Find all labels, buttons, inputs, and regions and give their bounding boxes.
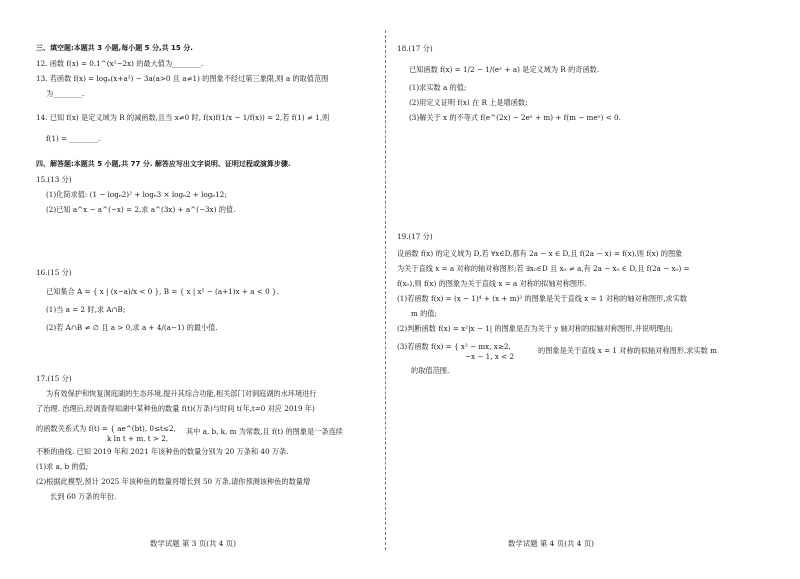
question-19-part3a: (3)若函数 f(x) = { x² − mx, x≥2, [397, 342, 511, 351]
question-19-part3c: −x − 1, x < 2 [465, 352, 515, 361]
question-19-title: 19.(17 分) [397, 232, 433, 241]
question-19-part1b: m 的值; [411, 309, 437, 318]
question-19-part3b: 的图象是关于直线 x = 1 对称的拟轴对称图形,求实数 m [538, 346, 717, 355]
page-footer-right: 数学试题 第 4 页(共 4 页) [508, 539, 595, 548]
question-16-title: 16.(15 分) [36, 268, 72, 277]
question-17-part2b: 长到 60 万条的年份. [50, 492, 117, 501]
question-19-line2: 为关于直线 x = a 对称的轴对称图形;若 ∃x₀∈D 且 x₀ ≠ a,有 2a − x₀ ∈ D,且 f(2a − x₀) = [397, 264, 690, 273]
question-16-part2: (2)若 A∩B ≠ ∅ 且 a > 0,求 a + 4/(a−1) 的最小值. [46, 323, 218, 332]
question-17-line5: 不断的曲线. 已知 2019 年和 2021 年该种鱼的数量分别为 20 万条和 40 万条. [36, 447, 289, 456]
question-19-part1a: (1)若函数 f(x) = (x − 1)⁴ + (x + m)² 的图象是关于直线 x = 1 对称的轴对称图形,求实数 [397, 294, 688, 303]
section3-heading: 三、填空题:本题共 3 小题,每小题 5 分,共 15 分. [36, 44, 193, 52]
question-16-part1: (1)当 a = 2 时,求 A∩B; [46, 305, 126, 314]
question-18-title: 18.(17 分) [397, 44, 433, 53]
question-17-line3b: 其中 a, b, k, m 为常数,且 f(t) 的图象是一条连续 [186, 427, 343, 436]
right-page [393, 0, 793, 579]
column-divider [385, 30, 386, 550]
question-17-title: 17.(15 分) [36, 374, 72, 383]
question-13-line1: 13. 若函数 f(x) = logₐ(x+a²) − 3a(a>0 且 a≠1) 的图象不经过第三象限,则 a 的取值范围 [36, 74, 329, 83]
question-14-line1: 14. 已知 f(x) 是定义域为 R 的减函数,且当 x≠0 时, f(x)f(1/x − 1/f(x)) = 2,若 f(1) ≠ 1,则 [36, 113, 330, 122]
question-18-part2: (2)用定义证明 f(x) 在 R 上是增函数; [409, 98, 528, 107]
question-17-line3a: 的函数关系式为 f(t) = { ae^(bt), 0≤t≤2, [36, 424, 176, 433]
question-19-part2: (2)判断函数 f(x) = x²|x − 1| 的图象是否为关于 y 轴对称的拟轴对称图形,并说明理由; [397, 324, 674, 333]
question-17-line4: k ln t + m, t > 2, [107, 434, 169, 443]
question-15-part2: (2)已知 a^x − a^(−x) = 2,求 a^(3x) + a^(−3x) 的值. [46, 205, 236, 214]
page-footer-left: 数学试题 第 3 页(共 4 页) [150, 539, 237, 548]
question-19-line1: 设函数 f(x) 的定义域为 D,若 ∀x∈D,都有 2a − x ∈ D,且 f(2a − x) = f(x),则 f(x) 的图象 [397, 249, 683, 258]
question-17-part2a: (2)根据此模型,预计 2025 年该种鱼的数量将增长到 50 万条,请你预测该种鱼的数量增 [36, 477, 311, 486]
question-18-part1: (1)求实数 a 的值; [409, 83, 467, 92]
section4-heading: 四、解答题:本题共 5 小题,共 77 分. 解答应写出文字说明、证明过程或演算步骤. [36, 160, 291, 168]
question-17-part1: (1)求 a, b 的值; [36, 462, 89, 471]
question-12: 12. 函数 f(x) = 0.1^(x²−2x) 的最大值为________. [36, 59, 204, 68]
left-page [0, 0, 385, 579]
question-18-part3: (3)解关于 x 的不等式 f(e^(2x) − 2eˣ + m) + f(m − meˣ) < 0. [409, 113, 621, 122]
question-18-intro: 已知函数 f(x) = 1/2 − 1/(eˣ + a) 是定义域为 R 的奇函数. [409, 65, 600, 74]
question-13-line2: 为________. [46, 89, 85, 98]
question-19-line3: f(x₀),则 f(x) 的图象为关于直线 x = a 对称的拟轴对称图形. [397, 279, 587, 288]
question-15-part1: (1)化简求值: (1 − log₆2)² + log₆3 × log₆2 + log₆12; [46, 190, 227, 199]
question-16-intro: 已知集合 A = { x | (x−a)/x < 0 }, B = { x | x² − (a+1)x + a < 0 }. [46, 287, 279, 296]
question-15-title: 15.(13 分) [36, 175, 72, 184]
question-14-line2: f(1) = ________. [46, 134, 101, 143]
question-19-part3d: 的取值范围. [411, 366, 450, 375]
question-17-line2: 了治理. 治理后,经调查得知湖中某种鱼的数量 f(t)(万条)与时间 t(年,t=0 对应 2019 年) [36, 404, 315, 413]
question-17-line1: 为有效保护和恢复洞庭湖的生态环境,提升其综合功能,相关部门对洞庭湖的水环境进行 [46, 389, 317, 398]
